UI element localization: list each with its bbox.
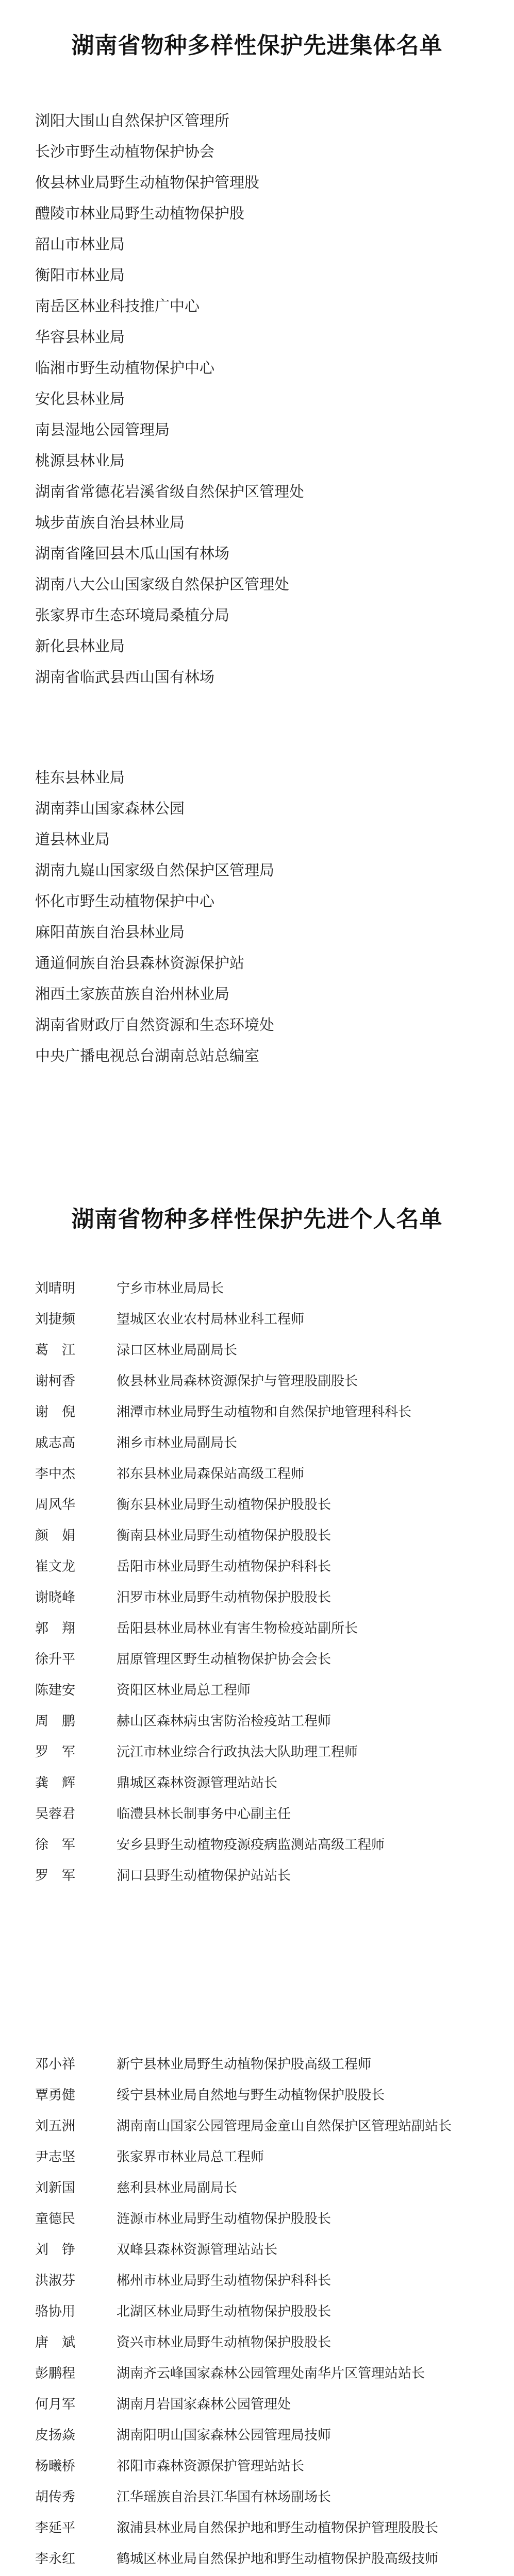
individual-list-title: 湖南省物种多样性保护先进个人名单 xyxy=(71,1206,443,1232)
person-title: 张家界市林业局总工程师 xyxy=(117,2149,264,2165)
person-title: 屈原管理区野生动植物保护协会会长 xyxy=(117,1652,331,1667)
person-title: 北湖区林业局野生动植物保护股股长 xyxy=(117,2304,331,2319)
org-item: 中央广播电视总台湖南总站总编室 xyxy=(35,1047,260,1064)
person-name: 杨曦桥 xyxy=(35,2459,76,2474)
org-item: 湖南省隆回县木瓜山国有林场 xyxy=(35,545,230,562)
person-name: 周风华 xyxy=(35,1497,76,1513)
person-row xyxy=(35,2049,452,2080)
person-name: 徐升平 xyxy=(35,1652,76,1667)
person-row xyxy=(35,1675,411,1706)
person-title: 攸县林业局森林资源保护与管理股副股长 xyxy=(117,1374,358,1389)
person-name: 谢柯香 xyxy=(35,1374,76,1389)
person-row xyxy=(35,1366,411,1397)
person-row xyxy=(35,1737,411,1768)
person-name: 戚志高 xyxy=(35,1435,76,1451)
org-item: 桃源县林业局 xyxy=(35,452,125,469)
org-item: 醴陵市林业局野生动植物保护股 xyxy=(35,205,245,222)
person-title: 绥宁县林业局自然地与野生动植物保护股股长 xyxy=(117,2088,385,2103)
person-row xyxy=(35,1829,411,1860)
person-row xyxy=(35,1768,411,1799)
person-row xyxy=(35,2142,452,2173)
person-name: 刘捷频 xyxy=(35,1312,76,1327)
collective-list-group-1 xyxy=(35,105,304,692)
person-title: 新宁县林业局野生动植物保护股高级工程师 xyxy=(117,2057,372,2072)
person-row xyxy=(35,1335,411,1366)
person-title: 湖南阳明山国家森林公园管理局技师 xyxy=(117,2428,331,2443)
person-row xyxy=(35,1860,411,1891)
person-title: 临澧县林长制事务中心副主任 xyxy=(117,1806,291,1822)
org-item: 道县林业局 xyxy=(35,831,110,848)
person-title: 衡东县林业局野生动植物保护股股长 xyxy=(117,1497,331,1513)
person-title: 鹤城区林业局自然保护地和野生动植物保护股高级技师 xyxy=(117,2551,439,2567)
org-item: 湖南省财政厅自然资源和生态环境处 xyxy=(35,1016,275,1033)
person-row xyxy=(35,2451,452,2482)
person-row xyxy=(35,2173,452,2204)
person-row xyxy=(35,2234,452,2265)
person-row xyxy=(35,2513,452,2544)
org-item: 浏阳大围山自然保护区管理所 xyxy=(35,112,230,129)
person-title: 江华瑶族自治县江华国有林场副场长 xyxy=(117,2489,331,2505)
person-title: 湖南南山国家公园管理局金童山自然保护区管理站副站长 xyxy=(117,2119,452,2134)
person-title: 汨罗市林业局野生动植物保护股股长 xyxy=(117,1590,331,1605)
person-row xyxy=(35,2482,452,2513)
person-name: 郭 翔 xyxy=(35,1621,76,1636)
person-title: 祁东县林业局森保站高级工程师 xyxy=(117,1466,305,1482)
org-item: 湘西土家族苗族自治州林业局 xyxy=(35,985,230,1003)
person-name: 徐 军 xyxy=(35,1837,76,1853)
org-item: 湖南八大公山国家级自然保护区管理处 xyxy=(35,575,290,593)
person-title: 资兴市林业局野生动植物保护股股长 xyxy=(117,2335,331,2350)
person-row xyxy=(35,2358,452,2389)
person-row xyxy=(35,1459,411,1489)
org-item: 桂东县林业局 xyxy=(35,769,125,786)
person-name: 洪淑芬 xyxy=(35,2273,76,2289)
person-name: 彭鹏程 xyxy=(35,2366,76,2381)
person-name: 龚 辉 xyxy=(35,1775,76,1791)
org-item: 麻阳苗族自治县林业局 xyxy=(35,923,185,941)
person-title: 湖南月岩国家森林公园管理处 xyxy=(117,2397,291,2412)
person-title: 溆浦县林业局自然保护地和野生动植物保护管理股股长 xyxy=(117,2520,439,2536)
person-name: 皮扬焱 xyxy=(35,2428,76,2443)
org-item: 长沙市野生动植物保护协会 xyxy=(35,143,215,160)
org-item: 湖南莽山国家森林公园 xyxy=(35,800,185,817)
person-title: 安乡县野生动植物疫源疫病监测站高级工程师 xyxy=(117,1837,385,1853)
person-name: 刘晴明 xyxy=(35,1281,76,1296)
person-title: 湖南齐云峰国家森林公园管理处南华片区管理站站长 xyxy=(117,2366,425,2381)
person-title: 慈利县林业局副局长 xyxy=(117,2180,238,2196)
person-row xyxy=(35,1489,411,1520)
person-title: 岳阳县林业局林业有害生物检疫站副所长 xyxy=(117,1621,358,1636)
person-name: 吴蓉君 xyxy=(35,1806,76,1822)
person-title: 湘潭市林业局野生动植物和自然保护地管理科科长 xyxy=(117,1404,412,1420)
person-row xyxy=(35,2265,452,2296)
person-name: 唐 斌 xyxy=(35,2335,76,2350)
org-item: 韶山市林业局 xyxy=(35,235,125,253)
person-name: 童德民 xyxy=(35,2211,76,2227)
person-name: 覃勇健 xyxy=(35,2088,76,2103)
person-row xyxy=(35,1551,411,1582)
individual-list-group-1 xyxy=(35,1273,411,1891)
org-item: 南县湿地公园管理局 xyxy=(35,421,170,438)
person-row xyxy=(35,2204,452,2234)
org-item: 湖南省临武县西山国有林场 xyxy=(35,668,215,686)
org-item: 攸县林业局野生动植物保护管理股 xyxy=(35,174,260,191)
person-row xyxy=(35,1706,411,1737)
person-name: 胡传秀 xyxy=(35,2489,76,2505)
person-title: 鼎城区森林资源管理站站长 xyxy=(117,1775,278,1791)
person-row xyxy=(35,2080,452,2111)
person-row xyxy=(35,1304,411,1335)
person-title: 岳阳市林业局野生动植物保护科科长 xyxy=(117,1559,331,1574)
org-item: 南岳区林业科技推广中心 xyxy=(35,297,200,315)
person-row xyxy=(35,1273,411,1304)
person-row xyxy=(35,2111,452,2142)
person-row xyxy=(35,1613,411,1644)
person-name: 何月军 xyxy=(35,2397,76,2412)
person-name: 谢晓峰 xyxy=(35,1590,76,1605)
org-item: 华容县林业局 xyxy=(35,328,125,346)
person-name: 李中杰 xyxy=(35,1466,76,1482)
person-title: 望城区农业农村局林业科工程师 xyxy=(117,1312,305,1327)
org-item: 城步苗族自治县林业局 xyxy=(35,514,185,531)
collective-list-group-2 xyxy=(35,762,274,1071)
person-name: 邓小祥 xyxy=(35,2057,76,2072)
org-item: 张家界市生态环境局桑植分局 xyxy=(35,606,230,624)
org-item: 怀化市野生动植物保护中心 xyxy=(35,892,215,910)
person-row xyxy=(35,2327,452,2358)
person-title: 宁乡市林业局局长 xyxy=(117,1281,224,1296)
person-name: 陈建安 xyxy=(35,1683,76,1698)
person-title: 衡南县林业局野生动植物保护股股长 xyxy=(117,1528,331,1544)
person-row xyxy=(35,2389,452,2420)
person-name: 李延平 xyxy=(35,2520,76,2536)
org-item: 安化县林业局 xyxy=(35,390,125,408)
person-name: 谢 倪 xyxy=(35,1404,76,1420)
person-title: 沅江市林业综合行政执法大队助理工程师 xyxy=(117,1744,358,1760)
person-row xyxy=(35,2420,452,2451)
person-row xyxy=(35,2296,452,2327)
person-title: 洞口县野生动植物保护站站长 xyxy=(117,1868,291,1884)
person-name: 罗 军 xyxy=(35,1868,76,1884)
org-item: 湖南九嶷山国家级自然保护区管理局 xyxy=(35,861,275,879)
org-item: 通道侗族自治县森林资源保护站 xyxy=(35,954,245,972)
person-title: 祁阳市森林资源保护管理站站长 xyxy=(117,2459,305,2474)
person-name: 崔文龙 xyxy=(35,1559,76,1574)
person-name: 葛 江 xyxy=(35,1343,76,1358)
person-row xyxy=(35,1644,411,1675)
person-row xyxy=(35,1428,411,1459)
person-row xyxy=(35,1520,411,1551)
person-row xyxy=(35,1582,411,1613)
person-name: 罗 军 xyxy=(35,1744,76,1760)
person-title: 郴州市林业局野生动植物保护科科长 xyxy=(117,2273,331,2289)
org-item: 湖南省常德花岩溪省级自然保护区管理处 xyxy=(35,483,305,500)
person-name: 李永红 xyxy=(35,2551,76,2567)
person-name: 刘五洲 xyxy=(35,2119,76,2134)
collective-list-title: 湖南省物种多样性保护先进集体名单 xyxy=(71,32,443,59)
individual-list-group-2 xyxy=(35,2049,452,2576)
org-item: 新化县林业局 xyxy=(35,637,125,655)
person-title: 涟源市林业局野生动植物保护股股长 xyxy=(117,2211,331,2227)
person-name: 骆协用 xyxy=(35,2304,76,2319)
person-name: 周 鹏 xyxy=(35,1714,76,1729)
person-title: 双峰县森林资源管理站站长 xyxy=(117,2242,278,2258)
person-row xyxy=(35,1397,411,1428)
person-title: 湘乡市林业局副局长 xyxy=(117,1435,238,1451)
org-item: 衡阳市林业局 xyxy=(35,266,125,284)
person-row xyxy=(35,2544,452,2574)
org-item: 临湘市野生动植物保护中心 xyxy=(35,359,215,377)
person-row xyxy=(35,1799,411,1829)
person-title: 渌口区林业局副局长 xyxy=(117,1343,238,1358)
person-title: 赫山区森林病虫害防治检疫站工程师 xyxy=(117,1714,331,1729)
person-title: 资阳区林业局总工程师 xyxy=(117,1683,251,1698)
person-name: 尹志坚 xyxy=(35,2149,76,2165)
person-name: 颜 娟 xyxy=(35,1528,76,1544)
person-name: 刘新国 xyxy=(35,2180,76,2196)
person-name: 刘 铮 xyxy=(35,2242,76,2258)
